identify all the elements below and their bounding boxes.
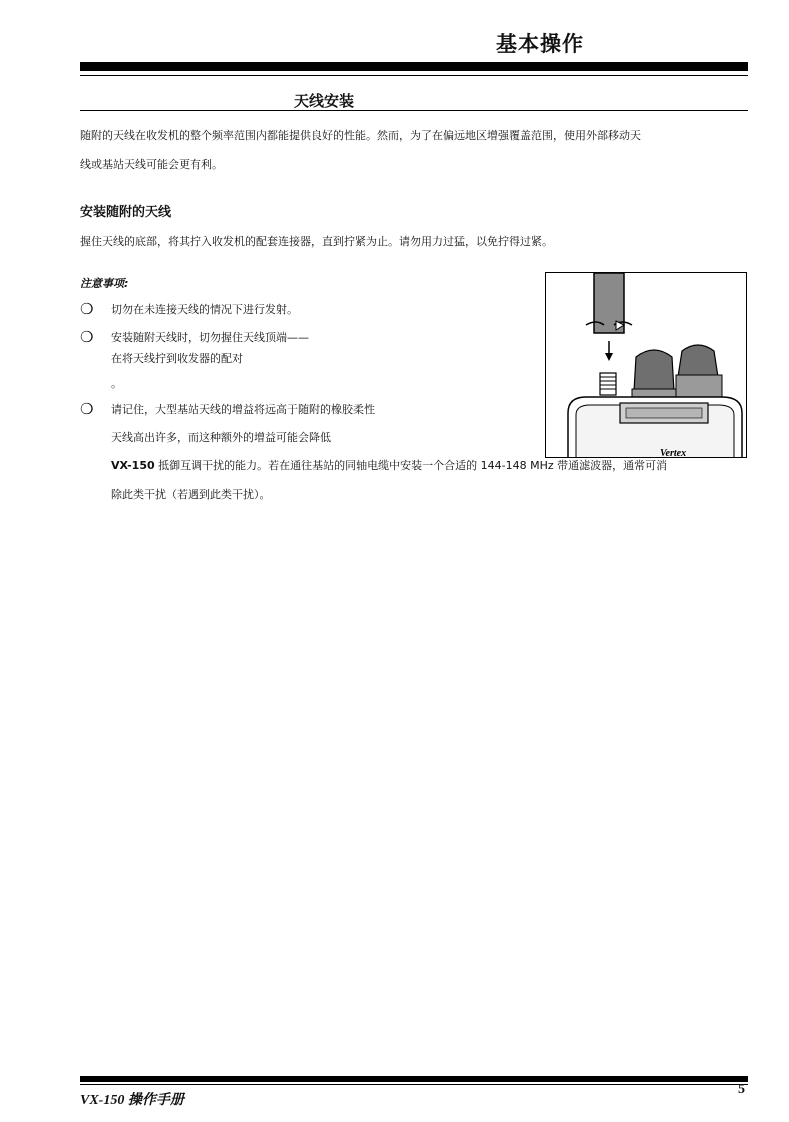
footer-thin-rule — [80, 1084, 748, 1085]
note-item-3-line-1: 请记住，大型基站天线的增益将远高于随附的橡胶柔性 — [111, 403, 375, 416]
section-rule — [80, 110, 748, 111]
page-number: 5 — [738, 1082, 745, 1097]
bullet-circle-icon: ❍ — [80, 300, 94, 318]
antenna-installation-figure — [545, 272, 747, 458]
intro-line-1: 随附的天线在收发机的整个频率范围内都能提供良好的性能。然而，为了在偏远地区增强覆盖范围，使用外部移动天 — [80, 129, 641, 142]
model-name: VX-150 — [111, 459, 155, 472]
section-title: 天线安装 — [294, 92, 355, 110]
note-item-1: 切勿在未连接天线的情况下进行发射。 — [111, 303, 298, 316]
note-item-2-line-3: 。 — [111, 377, 122, 390]
footer-thick-rule — [80, 1076, 748, 1082]
header-title: 基本操作 — [496, 32, 584, 56]
note-item-2-line-2: 在将天线拧到收发器的配对 — [111, 352, 243, 365]
note-item-2-line-1: 安装随附天线时，切勿握住天线顶端—— — [111, 331, 309, 344]
notes-heading: 注意事项: — [80, 277, 129, 290]
radio-antenna-illustration — [546, 273, 746, 457]
manual-title: VX-150 操作手册 — [80, 1093, 184, 1108]
brand-logo: Vertex — [660, 448, 687, 457]
install-body: 握住天线的底部，将其拧入收发机的配套连接器，直到拧紧为止。请勿用力过猛，以免拧得过紧。 — [80, 235, 553, 248]
install-heading: 安装随附的天线 — [80, 205, 172, 220]
note-item-3-line-3 — [111, 452, 751, 479]
header-thin-rule — [80, 75, 748, 76]
note-item-3-line-3-text: 抵御互调干扰的能力。若在通往基站的同轴电缆中安装一个合适的 144-148 MHz 带通滤波器，通常可消 — [154, 459, 668, 472]
note-item-3-line-4: 除此类干扰（若遇到此类干扰）。 — [111, 488, 271, 501]
header-thick-rule — [80, 62, 748, 71]
bullet-circle-icon: ❍ — [80, 328, 94, 346]
intro-line-2: 线或基站天线可能会更有利。 — [80, 158, 223, 171]
note-item-3-line-2: 天线高出许多，而这种额外的增益可能会降低 — [111, 431, 331, 444]
bullet-circle-icon: ❍ — [80, 400, 94, 418]
